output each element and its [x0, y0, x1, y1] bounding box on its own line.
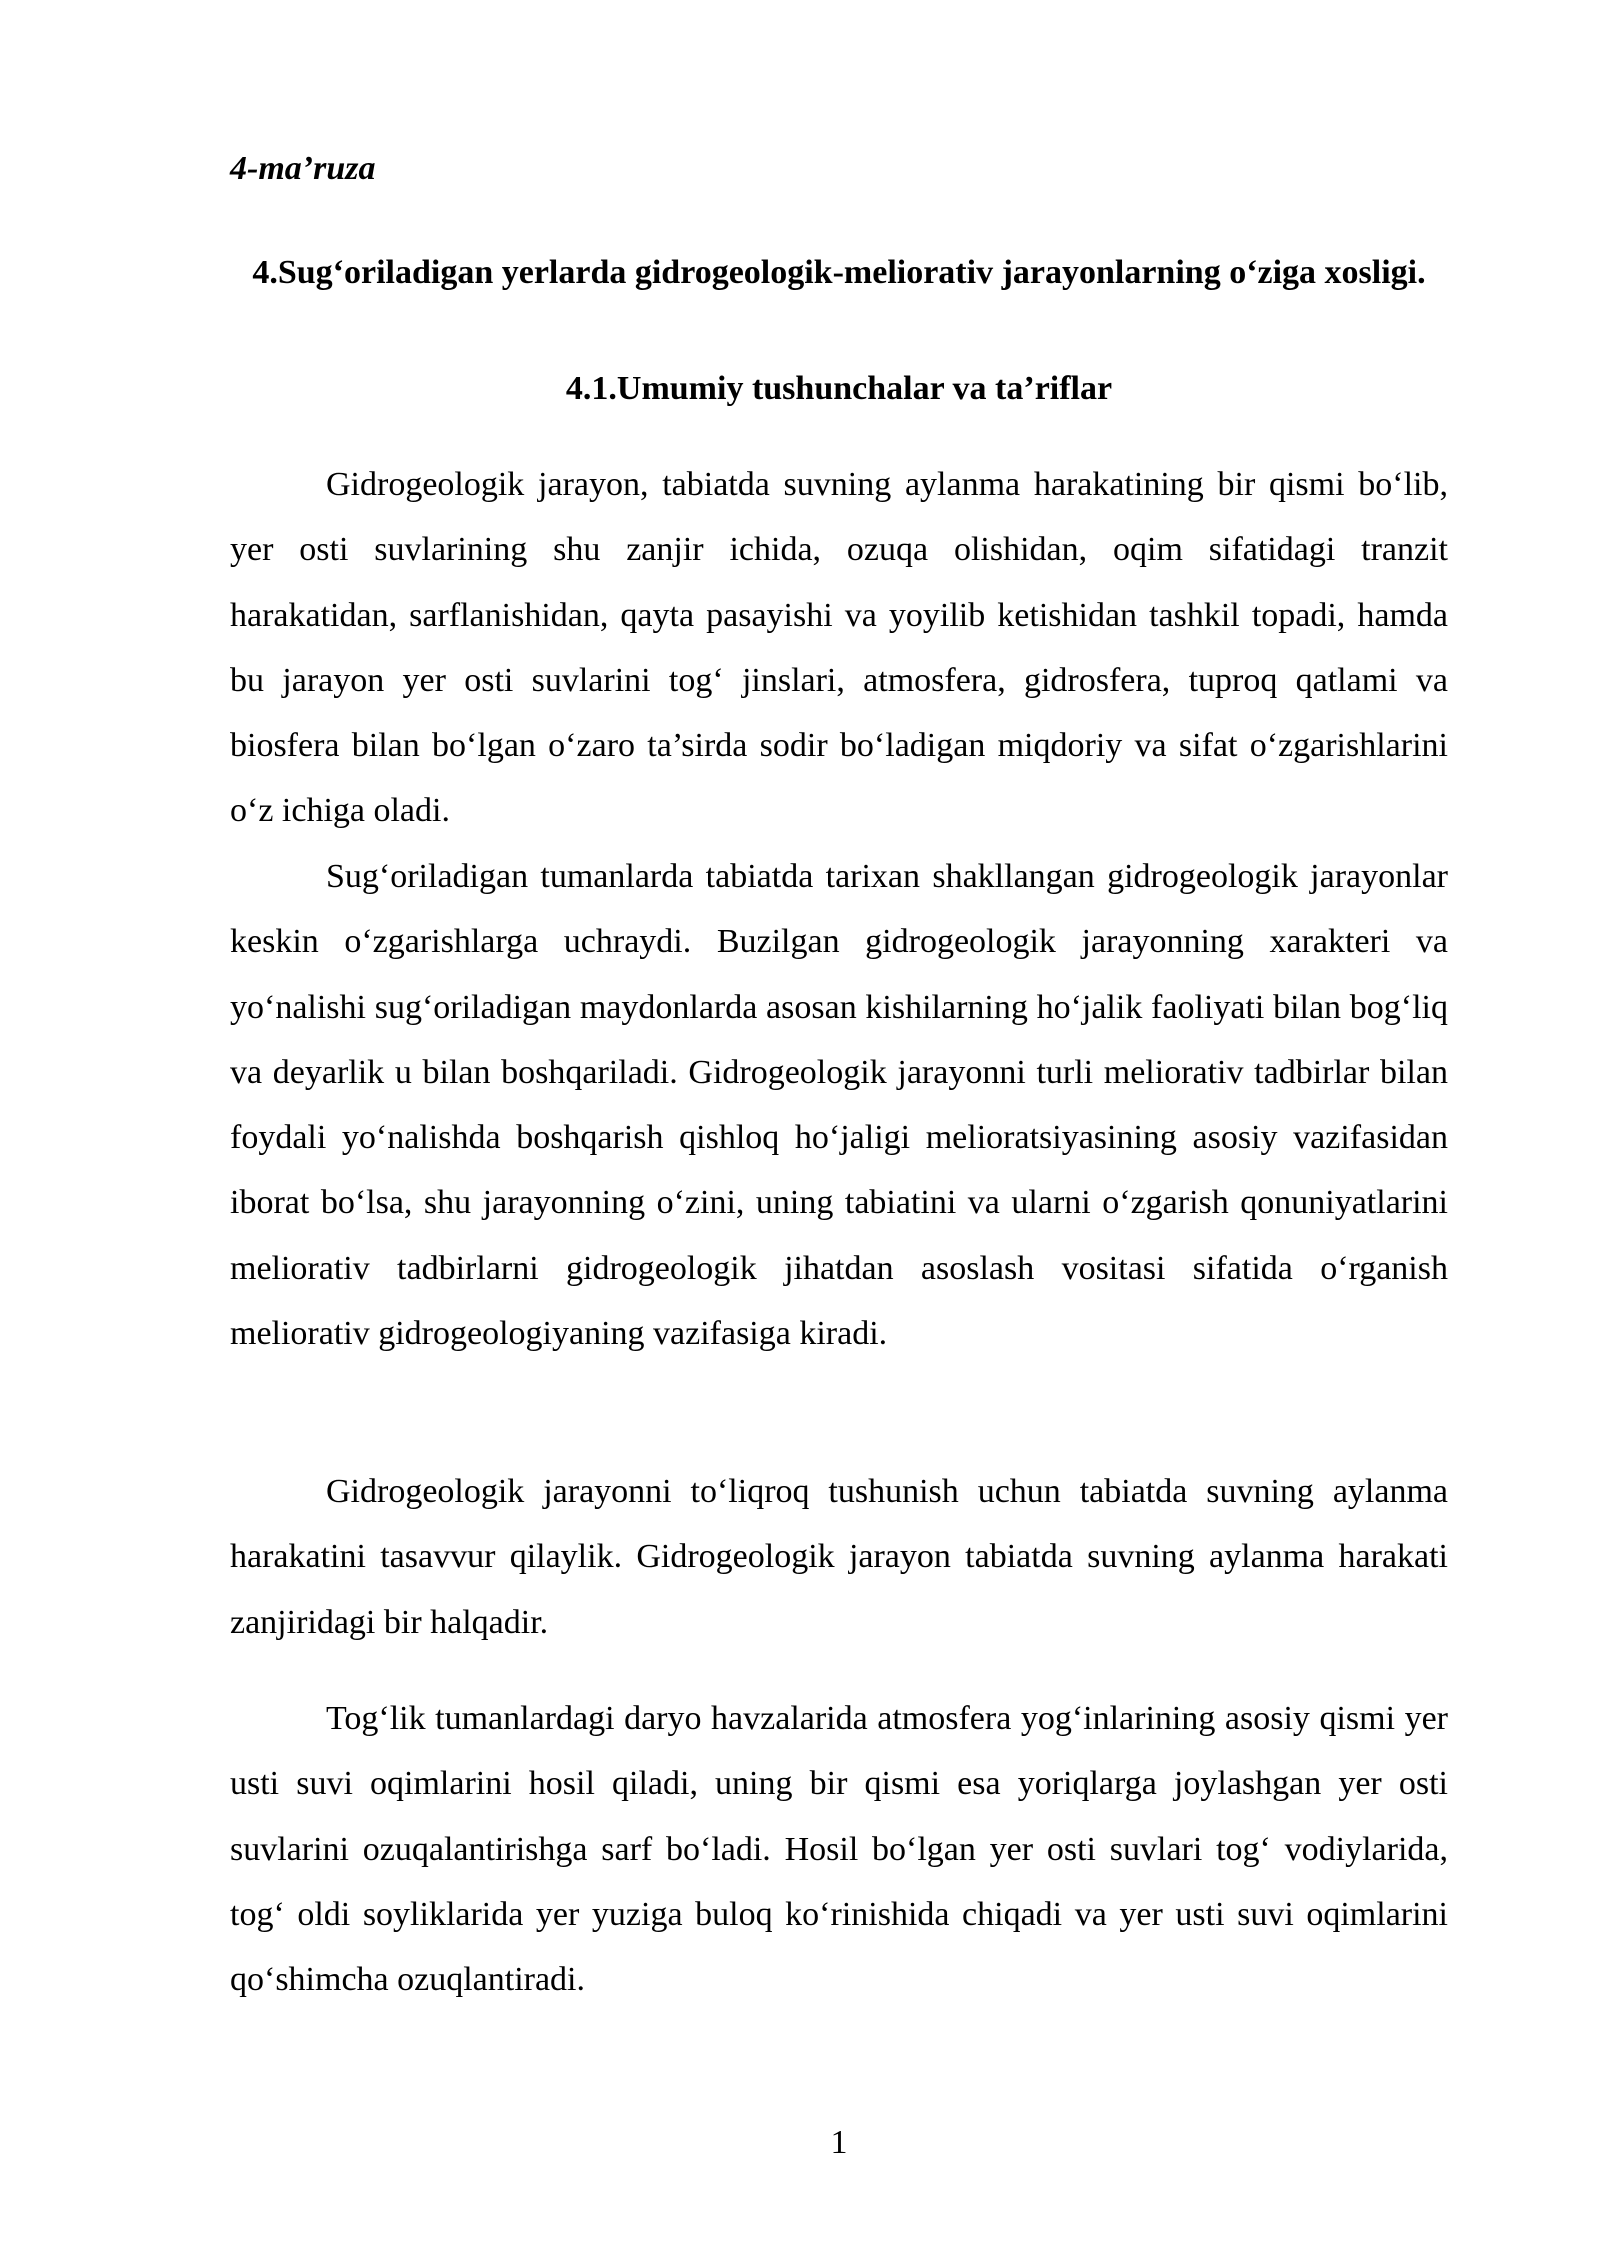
- body-paragraph-2: Sug‘oriladigan tumanlarda tabiatda tarixan shakllangan gidrogeologik jarayonlar keskin o‘zgarishlarga uchraydi. Buzilgan gidrogeologik jarayonning xarakteri va yo‘nalishi sug‘oriladigan maydonlarda asosan kishilarning ho‘jalik faoliyati bilan bog‘liq va deyarlik u bilan boshqariladi. Gidrogeologik jarayonni turli meliorativ tadbirlar bilan foydali yo‘nalishda boshqarish qishloq ho‘jaligi melioratsiyasining asosiy vazifasidan iborat bo‘lsa, shu jarayonning o‘zini, uning tabiatini va ularni o‘zgarish qonuniyatlarini meliorativ tadbirlarni gidrogeologik jihatdan asoslash vositasi sifatida o‘rganish meliorativ gidrogeologiyaning vazifasiga kiradi.: [230, 858, 1448, 1353]
- body-paragraph-3: Gidrogeologik jarayonni to‘liqroq tushunish uchun tabiatda suvning aylanma harakatini tasavvur qilaylik. Gidrogeologik jarayon tabiatda suvning aylanma harakati zanjiridagi bir halqadir.: [230, 1473, 1448, 1641]
- chapter-title: 4.Sug‘oriladigan yerlarda gidrogeologik-meliorativ jarayonlarning o‘ziga xosligi.: [252, 254, 1426, 291]
- section-title: 4.1.Umumiy tushunchalar va ta’riflar: [565, 370, 1113, 407]
- page-number: 1: [830, 2124, 848, 2161]
- body-paragraph-1: Gidrogeologik jarayon, tabiatda suvning aylanma harakatining bir qismi bo‘lib, yer osti suvlarining shu zanjir ichida, ozuqa olishidan, oqim sifatidagi tranzit harakatidan, sarflanishidan, qayta pasayishi va yoyilib ketishidan tashkil topadi, hamda bu jarayon yer osti suvlarini tog‘ jinslari, atmosfera, gidrosfera, tuproq qatlami va biosfera bilan bo‘lgan o‘zaro ta’sirda sodir bo‘ladigan miqdoriy va sifat o‘zgarishlarini o‘z ichiga oladi.: [230, 466, 1448, 830]
- body-paragraph-4: Tog‘lik tumanlardagi daryo havzalarida atmosfera yog‘inlarining asosiy qismi yer usti suvi oqimlarini hosil qiladi, uning bir qismi esa yoriqlarga joylashgan yer osti suvlarini ozuqalantirishga sarf bo‘ladi. Hosil bo‘lgan yer osti suvlari tog‘ vodiylarida, tog‘ oldi soyliklarida yer yuziga buloq ko‘rinishida chiqadi va yer usti suvi oqimlarini qo‘shimcha ozuqlantiradi.: [230, 1700, 1448, 1999]
- lecture-label: 4-ma’ruza: [230, 150, 376, 187]
